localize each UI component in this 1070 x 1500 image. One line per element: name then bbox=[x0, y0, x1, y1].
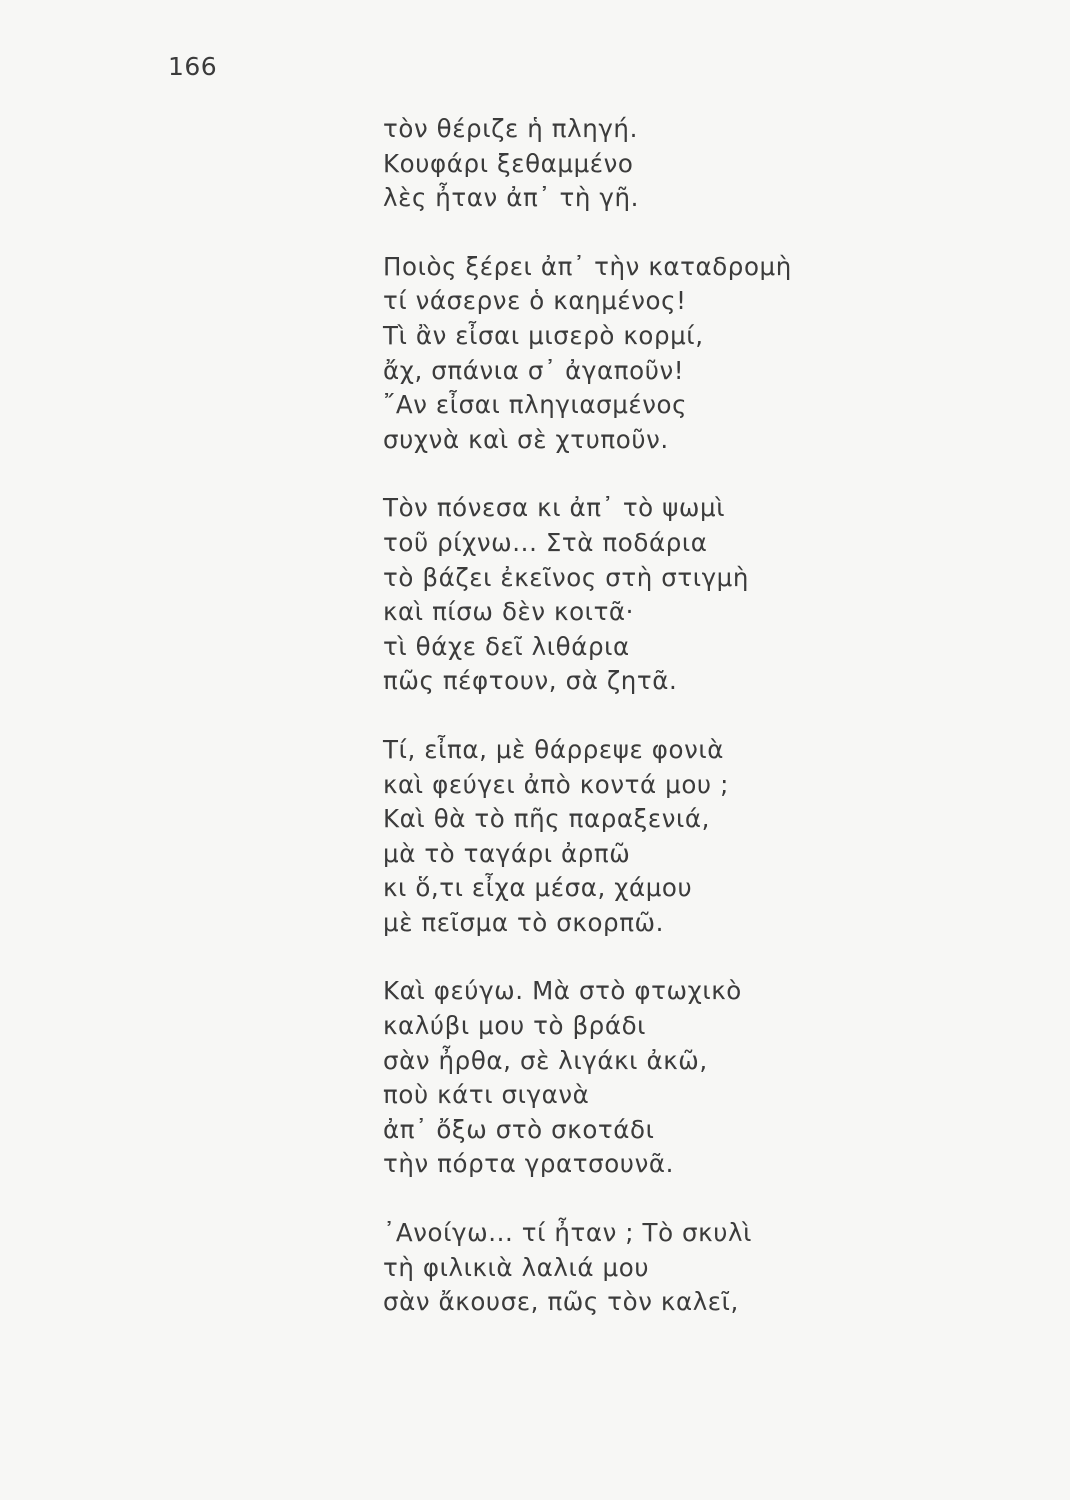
poem-line: ἄχ, σπάνια σ᾽ ἀγαποῦν! bbox=[383, 355, 685, 385]
stanza bbox=[383, 733, 1023, 941]
poem-line: ἀπ᾽ ὄξω στὸ σκοτάδι bbox=[383, 1114, 655, 1144]
stanza bbox=[383, 1216, 1023, 1320]
poem-line: τὴν πόρτα γρατσουνᾶ. bbox=[383, 1149, 674, 1179]
poem-line: καλύβι μου τὸ βράδι bbox=[383, 1011, 647, 1041]
stanza bbox=[383, 250, 1023, 458]
poem-line: σὰν ἄκουσε, πῶς τὸν καλεῖ, bbox=[383, 1287, 739, 1317]
poem-line: συχνὰ καὶ σὲ χτυποῦν. bbox=[383, 424, 669, 454]
poem-line: μὰ τὸ ταγάρι ἀρπῶ bbox=[383, 838, 631, 868]
poem-line: ῎Αν εἶσαι πληγιασμένος bbox=[383, 390, 688, 420]
poem-line: μὲ πεῖσμα τὸ σκορπῶ. bbox=[383, 907, 665, 937]
poem-line: τὴ φιλικιὰ λαλιά μου bbox=[383, 1252, 650, 1282]
poem-line: ᾽Ανοίγω... τί ἦταν ; Τὸ σκυλὶ bbox=[383, 1218, 752, 1248]
poem-line: Καὶ φεύγω. Μὰ στὸ φτωχικὸ bbox=[383, 976, 742, 1006]
poem-line: Τί, εἶπα, μὲ θάρρεψε φονιὰ bbox=[383, 734, 725, 764]
poem-line: τοῦ ρίχνω... Στὰ ποδάρια bbox=[383, 527, 708, 557]
page-number: 166 bbox=[168, 52, 218, 81]
poem-line: Ποιὸς ξέρει ἀπ᾽ τὴν καταδρομὴ bbox=[383, 251, 792, 281]
poem-line: τὸν θέριζε ἡ πληγή. bbox=[383, 114, 638, 143]
poem-line: κι ὅ,τι εἶχα μέσα, χάμου bbox=[383, 873, 693, 903]
poem-line: Καὶ θὰ τὸ πῆς παραξενιά, bbox=[383, 804, 711, 834]
poem-line: σὰν ἦρθα, σὲ λιγάκι ἀκῶ, bbox=[383, 1045, 708, 1075]
poem-line: τὶ θάχε δεῖ λιθάρια bbox=[383, 631, 630, 661]
poem-line: Κουφάρι ξεθαμμένο bbox=[383, 148, 634, 178]
poem-line: πῶς πέφτουν, σὰ ζητᾶ. bbox=[383, 666, 678, 696]
poem-line: Τὶ ἂν εἶσαι μισερὸ κορμί, bbox=[383, 320, 704, 350]
poem-line: καὶ πίσω δὲν κοιτᾶ· bbox=[383, 597, 635, 627]
poem-line: τὸ βάζει ἐκεῖνος στὴ στιγμὴ bbox=[383, 562, 749, 592]
stanza bbox=[383, 491, 1023, 699]
poem-line: λὲς ἦταν ἀπ᾽ τὴ γῆ. bbox=[383, 183, 640, 213]
poem-line: τί νάσερνε ὁ καημένος! bbox=[383, 286, 687, 316]
stanza bbox=[383, 112, 1023, 216]
poem-line: ποὺ κάτι σιγανὰ bbox=[383, 1080, 590, 1110]
poem bbox=[383, 112, 1023, 1354]
stanza bbox=[383, 974, 1023, 1182]
poem-line: Τὸν πόνεσα κι ἀπ᾽ τὸ ψωμὶ bbox=[383, 493, 726, 523]
poem-line: καὶ φεύγει ἀπὸ κοντά μου ; bbox=[383, 769, 729, 799]
